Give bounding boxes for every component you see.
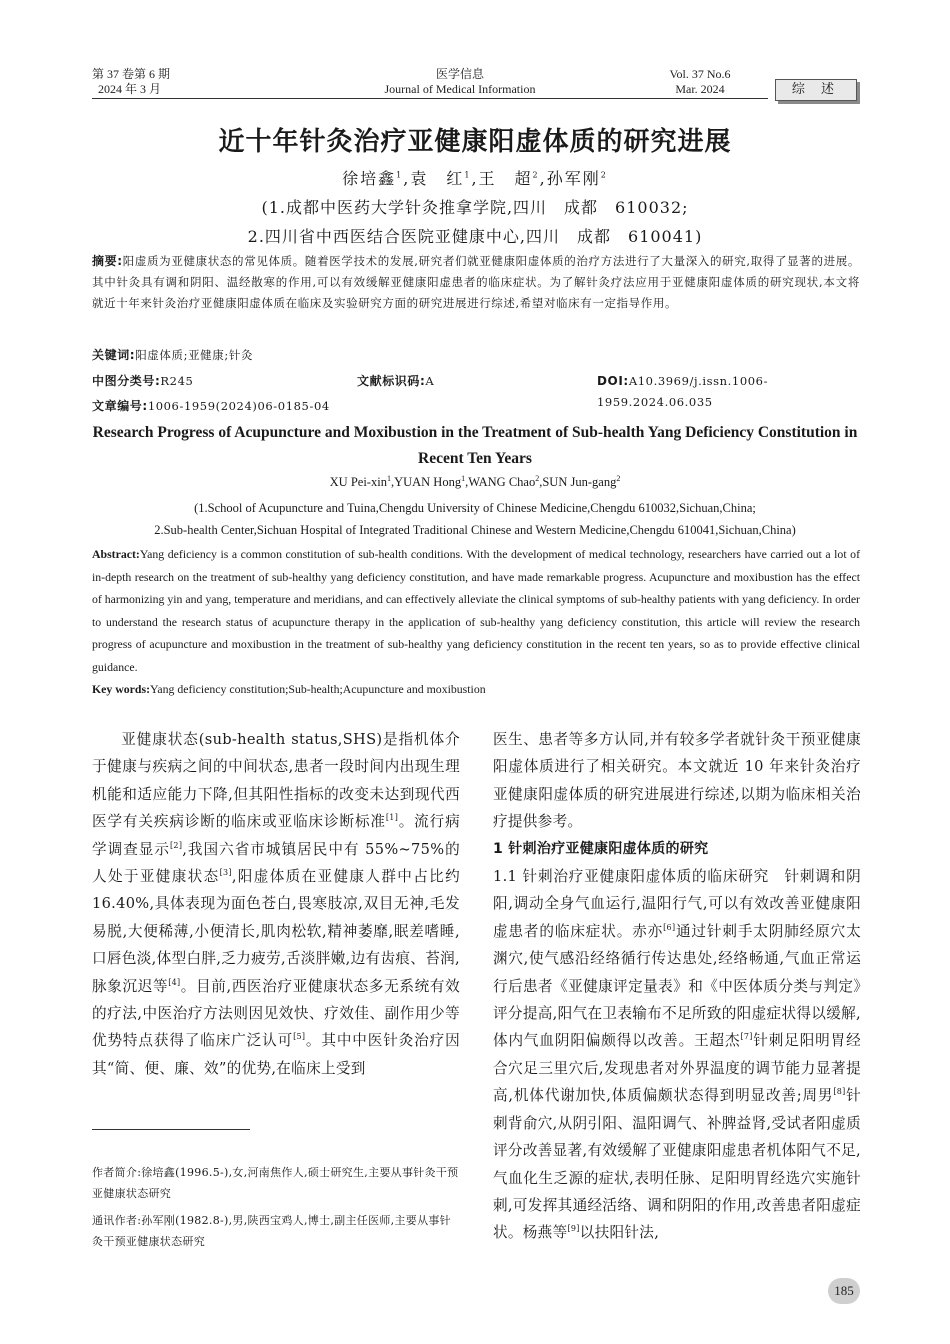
affiliation-en-1: (1.School of Acupuncture and Tuina,Chengdu University of Chinese Medicine,Chengdu 610032,Sichuan,China;	[194, 501, 756, 515]
keywords-en-text: Yang deficiency constitution;Sub-health;Acupuncture and moxibustion	[150, 682, 486, 696]
doc-code-label: 文献标识码:	[357, 374, 426, 388]
keywords-cn-label: 关键词:	[92, 348, 136, 362]
authors-en: XU Pei-xin$^1$,YUAN Hong$^1$,WANG Chao$^2$,SUN Jun-gang$^2$	[329, 473, 621, 489]
doc-code-value: A	[425, 374, 435, 388]
header-journal	[330, 67, 590, 97]
keywords-en	[92, 679, 860, 699]
footnote-author-intro: 作者简介:徐培鑫(1996.5-),女,河南焦作人,硕士研究生,主要从事针灸干预亚健康状态研究	[92, 1166, 459, 1200]
abstract-en-label: Abstract:	[92, 547, 140, 561]
document-code	[357, 371, 434, 392]
affiliation-cn-1: (1.成都中医药大学针灸推拿学院,四川 成都 610032;	[261, 198, 689, 217]
header-date-cn: 2024 年 3 月	[98, 82, 162, 96]
header-volume-cn: 第 37 卷第 6 期	[92, 67, 171, 81]
abstract-cn	[92, 251, 860, 314]
body-column-left	[92, 726, 460, 1082]
affiliation-en-2: 2.Sub-health Center,Sichuan Hospital of Integrated Traditional Chinese and Western Medicine,Chengdu 610041,Sichuan,China)	[154, 523, 796, 537]
subsection-1-1	[493, 863, 861, 1247]
footnote-corresponding-author: 通讯作者:孙军刚(1982.8-),男,陕西宝鸡人,博士,副主任医师,主要从事针灸干预亚健康状态研究	[92, 1214, 451, 1248]
clc-value: R245	[160, 374, 194, 388]
keywords-cn-text: 阳虚体质;亚健康;针灸	[135, 348, 254, 362]
footnote-divider	[92, 1129, 250, 1130]
article-number	[92, 396, 860, 417]
intro-paragraph: 亚健康状态(sub-health status,SHS)是指机体介于健康与疾病之间的中间状态,患者一段时间内出现生理机能和适应能力下降,但其阳性指标的改变未达到现代西医学有关疾病诊断的临床或亚临床诊断标准[1]。流行病学调查显示[2],我国六省市城镇居民中有 55%~75%的人处于亚健康状态[3],阳虚体质在亚健康人群中占比约 16.40%,具体表现为面色苍白,畏寒肢凉,双目无神,毛发易脱,大便稀薄,小便清长,肌肉松软,精神萎靡,眠差嗜睡,口唇色淡,体型白胖,乏力疲劳,舌淡胖嫩,边有齿痕、苔润,脉象沉迟等[4]。目前,西医治疗亚健康状态多无系统有效的疗法,中医治疗方法则因见效快、疗效佳、副作用少等优势特点获得了临床广泛认可[5]。其中中医针灸治疗因其“简、便、廉、效”的优势,在临床上受到	[92, 731, 461, 1077]
header-divider	[92, 98, 768, 99]
section-1-heading: 1 针刺治疗亚健康阳虚体质的研究	[493, 840, 709, 857]
section-tab-review: 综 述	[775, 79, 857, 101]
subsection-1-1-text: 针刺调和阴阳,调动全身气血运行,温阳行气,可以有效改善亚健康阳虚患者的临床症状。赤亦[6]通过针刺手太阴肺经原穴太渊穴,使气感沿经络循行传达患处,经络畅通,气血正常运行后患者《亚健康评定量表》和《中医体质分类与判定》评分提高,阳气在卫表输布不足所致的阳虚症状得以缓解,体内气血阴阳偏颇得以改善。王超杰[7]针刺足阳明胃经合穴足三里穴后,发现患者对外界温度的调节能力显著提高,机体代谢加快,体质偏颇状态得到明显改善;周男[8]针刺背俞穴,从阴引阳、温阳调气、补脾益肾,受试者阳虚质评分改善显著,有效缓解了亚健康阳虚患者机体阳气不足,气血化生乏源的症状,表明任脉、足阳明胃经选穴实施针刺,可发挥其通经活络、调和阴阳的作用,改善患者阳虚症状。杨燕等[9]以扶阳针法,	[493, 868, 861, 1242]
header-journal-en: Journal of Medical Information	[384, 82, 536, 96]
body-column-right	[493, 726, 861, 1247]
clc-code	[92, 374, 193, 388]
affiliation-cn-2: 2.四川省中西医结合医院亚健康中心,四川 成都 610041)	[247, 227, 703, 246]
abstract-en-text: Yang deficiency is a common constitution of sub-health conditions. With the development of medical technology, researchers have carried out a lot of in-depth research on the treatment of sub-healthy yang deficiency constitution, and have made remarkable progress. Acupuncture and moxibustion has the effect of harmonizing yin and yang, temperature and meridians, and can effectively alleviate the clinical symptoms of sub-healthy patients with yang deficiency. In order to understand the research status of acupuncture therapy in the application of sub-healthy yang deficiency constitution, this article will review the research progress of acupuncture and moxibustion in the treatment of sub-healthy yang deficiency constitution in the recent ten years, so as to provide effective clinical guidance.	[92, 547, 860, 674]
header-volume-issue	[92, 67, 170, 97]
article-number-value: 1006-1959(2024)06-0185-04	[147, 399, 330, 413]
authors-cn: 徐培鑫$^1$,袁 红$^1$,王 超$^2$,孙军刚$^2$	[342, 169, 608, 188]
article-number-label: 文章编号:	[92, 399, 148, 413]
intro-paragraph-continued: 医生、患者等多方认同,并有较多学者就针灸干预亚健康阳虚体质进行了相关研究。本文就近 10 年来针灸治疗亚健康阳虚体质的研究进展进行综述,以期为临床相关治疗提供参考。	[493, 731, 861, 831]
header-volume-en: Vol. 37 No.6	[669, 67, 731, 81]
doi-label: DOI:	[597, 374, 629, 388]
keywords-cn	[92, 345, 860, 366]
page-number: 185	[828, 1278, 860, 1304]
doi-value: A10.3969/j.issn.1006-1959.2024.06.035	[597, 374, 769, 409]
header-journal-cn: 医学信息	[435, 67, 484, 81]
keywords-en-label: Key words:	[92, 682, 150, 696]
abstract-cn-text: 阳虚质为亚健康状态的常见体质。随着医学技术的发展,研究者们就亚健康阳虚体质的治疗方法进行了大量深入的研究,取得了显著的进展。其中针灸具有调和阴阳、温经散寒的作用,可以有效缓解亚健康阳虚患者的临床症状。为了解针灸疗法应用于亚健康阳虚体质的研究现状,本文将就近十年来针灸治疗亚健康阳虚体质在临床及实验研究方面的研究进展进行综述,希望对临床有一定指导作用。	[92, 254, 860, 310]
subsection-1-1-title: 1.1 针刺治疗亚健康阳虚体质的临床研究	[493, 868, 770, 886]
article-title-en: Research Progress of Acupuncture and Moxibustion in the Treatment of Sub-health Yang Deficiency Constitution in Recent Ten Years	[92, 424, 858, 467]
header-date-en: Mar. 2024	[675, 82, 725, 96]
header-volume-en-block	[640, 67, 760, 97]
abstract-en	[92, 543, 860, 679]
article-title-cn: 近十年针灸治疗亚健康阳虚体质的研究进展	[218, 127, 732, 157]
abstract-cn-label: 摘要:	[92, 254, 123, 268]
clc-label: 中图分类号:	[92, 374, 161, 388]
